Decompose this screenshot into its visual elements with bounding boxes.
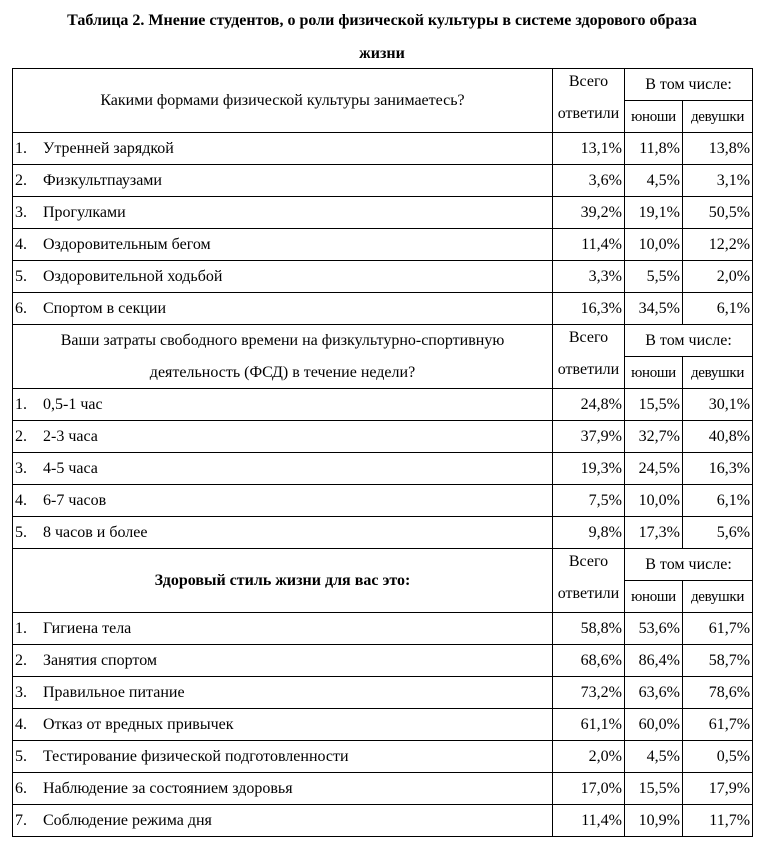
table-title bbox=[0, 4, 764, 70]
row-label bbox=[13, 517, 553, 549]
cell-girls: 2,0% bbox=[683, 261, 753, 293]
row-label bbox=[13, 165, 553, 197]
row-text: Тестирование физической подготовленности bbox=[43, 747, 349, 765]
cell-boys: 10,9% bbox=[625, 805, 683, 837]
table-row bbox=[13, 485, 753, 517]
cell-boys: 60,0% bbox=[625, 709, 683, 741]
header-total bbox=[553, 325, 625, 389]
row-label bbox=[13, 453, 553, 485]
row-text: Физкультпаузами bbox=[43, 171, 162, 189]
row-text: Отказ от вредных привычек bbox=[43, 715, 234, 733]
header-girls: девушки bbox=[683, 101, 753, 133]
header-boys: юноши bbox=[625, 581, 683, 613]
cell-total: 11,4% bbox=[553, 805, 625, 837]
header-boys: юноши bbox=[625, 101, 683, 133]
cell-girls: 40,8% bbox=[683, 421, 753, 453]
cell-total: 11,4% bbox=[553, 229, 625, 261]
row-label bbox=[13, 197, 553, 229]
section-header-row bbox=[13, 549, 753, 581]
cell-total: 13,1% bbox=[553, 133, 625, 165]
cell-boys: 34,5% bbox=[625, 293, 683, 325]
row-number: 2. bbox=[15, 427, 27, 445]
section-header-row bbox=[13, 69, 753, 101]
row-text: Гигиена тела bbox=[43, 619, 132, 637]
row-text: 2-3 часа bbox=[43, 427, 98, 445]
cell-boys: 10,0% bbox=[625, 485, 683, 517]
header-total bbox=[553, 549, 625, 613]
row-number: 5. bbox=[15, 523, 27, 541]
row-text: 6-7 часов bbox=[43, 491, 107, 509]
row-text: Спортом в секции bbox=[43, 299, 167, 317]
cell-girls: 58,7% bbox=[683, 645, 753, 677]
cell-girls: 17,9% bbox=[683, 773, 753, 805]
cell-total: 61,1% bbox=[553, 709, 625, 741]
row-text: Наблюдение за состоянием здоровья bbox=[43, 779, 293, 797]
row-label bbox=[13, 261, 553, 293]
table-row bbox=[13, 709, 753, 741]
header-total bbox=[553, 69, 625, 133]
row-text: Оздоровительным бегом bbox=[43, 235, 211, 253]
header-total-line1: Всего bbox=[568, 73, 609, 90]
row-label bbox=[13, 645, 553, 677]
header-boys: юноши bbox=[625, 357, 683, 389]
header-including: В том числе: bbox=[625, 69, 753, 101]
cell-boys: 19,1% bbox=[625, 197, 683, 229]
table-row bbox=[13, 517, 753, 549]
row-number: 3. bbox=[15, 683, 27, 701]
row-number: 1. bbox=[15, 395, 27, 413]
header-including: В том числе: bbox=[625, 325, 753, 357]
header-total-line1: Всего bbox=[568, 553, 609, 570]
cell-total: 58,8% bbox=[553, 613, 625, 645]
table-row bbox=[13, 773, 753, 805]
cell-boys: 15,5% bbox=[625, 389, 683, 421]
row-label bbox=[13, 293, 553, 325]
table-row bbox=[13, 165, 753, 197]
section-header-row bbox=[13, 325, 753, 357]
row-text: Утренней зарядкой bbox=[43, 139, 174, 157]
cell-boys: 63,6% bbox=[625, 677, 683, 709]
table-row bbox=[13, 613, 753, 645]
cell-boys: 32,7% bbox=[625, 421, 683, 453]
row-label bbox=[13, 421, 553, 453]
cell-girls: 12,2% bbox=[683, 229, 753, 261]
cell-total: 39,2% bbox=[553, 197, 625, 229]
table-row bbox=[13, 453, 753, 485]
row-label bbox=[13, 805, 553, 837]
header-total-line2: ответили bbox=[557, 361, 620, 378]
row-number: 4. bbox=[15, 715, 27, 733]
table-row bbox=[13, 645, 753, 677]
table-row bbox=[13, 677, 753, 709]
table-row bbox=[13, 421, 753, 453]
cell-total: 7,5% bbox=[553, 485, 625, 517]
header-total-line1: Всего bbox=[568, 329, 609, 346]
cell-total: 3,6% bbox=[553, 165, 625, 197]
cell-boys: 4,5% bbox=[625, 741, 683, 773]
table-row bbox=[13, 197, 753, 229]
cell-girls: 30,1% bbox=[683, 389, 753, 421]
section-question-line1: Какими формами физической культуры занимаетесь? bbox=[100, 91, 465, 109]
row-number: 4. bbox=[15, 491, 27, 509]
row-label bbox=[13, 389, 553, 421]
cell-girls: 6,1% bbox=[683, 485, 753, 517]
row-label bbox=[13, 485, 553, 517]
cell-girls: 61,7% bbox=[683, 709, 753, 741]
header-total-line2: ответили bbox=[557, 585, 620, 602]
header-total-line2: ответили bbox=[557, 105, 620, 122]
row-number: 5. bbox=[15, 747, 27, 765]
row-number: 1. bbox=[15, 619, 27, 637]
cell-total: 24,8% bbox=[553, 389, 625, 421]
header-including: В том числе: bbox=[625, 549, 753, 581]
cell-girls: 3,1% bbox=[683, 165, 753, 197]
cell-boys: 5,5% bbox=[625, 261, 683, 293]
row-text: 8 часов и более bbox=[43, 523, 148, 541]
cell-boys: 24,5% bbox=[625, 453, 683, 485]
table-row bbox=[13, 133, 753, 165]
section-question-line2: деятельность (ФСД) в течение недели? bbox=[149, 363, 416, 381]
cell-girls: 13,8% bbox=[683, 133, 753, 165]
row-text: Оздоровительной ходьбой bbox=[43, 267, 223, 285]
table-row bbox=[13, 741, 753, 773]
cell-boys: 10,0% bbox=[625, 229, 683, 261]
header-girls: девушки bbox=[683, 357, 753, 389]
row-number: 1. bbox=[15, 139, 27, 157]
cell-total: 17,0% bbox=[553, 773, 625, 805]
section-question bbox=[13, 549, 553, 613]
row-number: 6. bbox=[15, 779, 27, 797]
row-text: 0,5-1 час bbox=[43, 395, 103, 413]
cell-total: 37,9% bbox=[553, 421, 625, 453]
table-title-line1: Таблица 2. Мнение студентов, о роли физической культуры в системе здорового образа bbox=[67, 12, 697, 29]
section-question-line1: Ваши затраты свободного времени на физкультурно-спортивную bbox=[60, 331, 505, 349]
cell-boys: 86,4% bbox=[625, 645, 683, 677]
table-row bbox=[13, 261, 753, 293]
section-question-line1: Здоровый стиль жизни для вас это: bbox=[154, 571, 411, 589]
row-text: Правильное питание bbox=[43, 683, 185, 701]
cell-total: 68,6% bbox=[553, 645, 625, 677]
row-text: Прогулками bbox=[43, 203, 126, 221]
row-number: 4. bbox=[15, 235, 27, 253]
row-number: 3. bbox=[15, 203, 27, 221]
row-number: 3. bbox=[15, 459, 27, 477]
cell-total: 73,2% bbox=[553, 677, 625, 709]
table-row bbox=[13, 805, 753, 837]
table-row bbox=[13, 293, 753, 325]
row-label bbox=[13, 709, 553, 741]
row-number: 2. bbox=[15, 171, 27, 189]
row-label bbox=[13, 229, 553, 261]
cell-boys: 15,5% bbox=[625, 773, 683, 805]
row-number: 6. bbox=[15, 299, 27, 317]
cell-total: 9,8% bbox=[553, 517, 625, 549]
survey-table bbox=[12, 68, 753, 837]
row-label bbox=[13, 133, 553, 165]
cell-girls: 11,7% bbox=[683, 805, 753, 837]
table-row bbox=[13, 389, 753, 421]
row-text: Соблюдение режима дня bbox=[43, 811, 212, 829]
cell-girls: 50,5% bbox=[683, 197, 753, 229]
cell-boys: 11,8% bbox=[625, 133, 683, 165]
cell-girls: 16,3% bbox=[683, 453, 753, 485]
row-label bbox=[13, 677, 553, 709]
row-text: 4-5 часа bbox=[43, 459, 98, 477]
row-text: Занятия спортом bbox=[43, 651, 158, 669]
header-girls: девушки bbox=[683, 581, 753, 613]
row-label bbox=[13, 613, 553, 645]
cell-boys: 17,3% bbox=[625, 517, 683, 549]
cell-girls: 78,6% bbox=[683, 677, 753, 709]
section-question bbox=[13, 325, 553, 389]
row-label bbox=[13, 741, 553, 773]
cell-boys: 53,6% bbox=[625, 613, 683, 645]
row-number: 5. bbox=[15, 267, 27, 285]
row-number: 2. bbox=[15, 651, 27, 669]
cell-girls: 61,7% bbox=[683, 613, 753, 645]
cell-total: 19,3% bbox=[553, 453, 625, 485]
cell-boys: 4,5% bbox=[625, 165, 683, 197]
row-number: 7. bbox=[15, 811, 27, 829]
cell-total: 16,3% bbox=[553, 293, 625, 325]
cell-girls: 5,6% bbox=[683, 517, 753, 549]
row-label bbox=[13, 773, 553, 805]
survey-table-body bbox=[13, 69, 753, 837]
cell-girls: 0,5% bbox=[683, 741, 753, 773]
cell-total: 3,3% bbox=[553, 261, 625, 293]
section-question bbox=[13, 69, 553, 133]
table-title-line2: жизни bbox=[359, 45, 405, 62]
cell-girls: 6,1% bbox=[683, 293, 753, 325]
table-row bbox=[13, 229, 753, 261]
cell-total: 2,0% bbox=[553, 741, 625, 773]
